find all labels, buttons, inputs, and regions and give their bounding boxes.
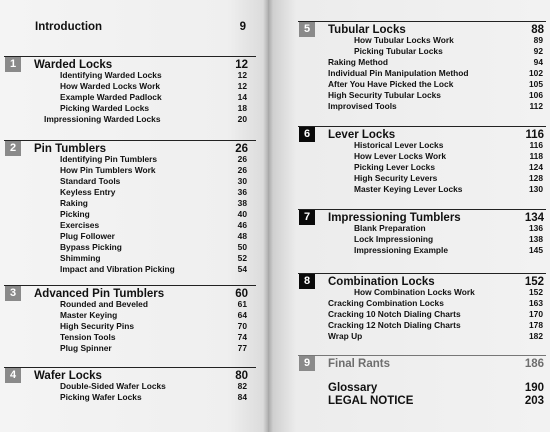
item-label: Cracking 12 Notch Dialing Charts [328,320,461,330]
chapter-number-badge: 5 [299,22,315,37]
item-label: Wrap Up [328,331,363,341]
item-page: 74 [237,332,247,342]
item-page: 94 [533,57,543,67]
item-page: 89 [533,35,543,45]
item-label: Identifying Warded Locks [60,70,162,80]
item-page: 64 [237,310,247,320]
item-page: 163 [529,298,543,308]
book-gutter-shadow [263,0,273,432]
chapter-page: 116 [525,129,544,141]
legal-notice-title: LEGAL NOTICE [328,395,414,407]
chapter-page: 12 [235,59,248,71]
item-page: 82 [237,381,247,391]
item-label: How Lever Locks Work [354,151,446,161]
item-label: After You Have Picked the Lock [328,79,454,89]
chapter-page: 186 [524,358,544,370]
chapter-rule [4,367,256,368]
chapter-page: 60 [235,288,248,300]
item-label: Identifying Pin Tumblers [60,154,158,164]
item-label: How Warded Locks Work [60,81,161,91]
item-label: Individual Pin Manipulation Method [328,68,469,78]
item-label: Rounded and Beveled [60,299,148,309]
item-page: 138 [529,234,543,244]
item-label: Standard Tools [60,176,121,186]
item-page: 50 [237,242,247,252]
chapter-title[interactable]: Final Rants [328,358,390,370]
item-label: Raking Method [328,57,389,67]
item-label: Impact and Vibration Picking [60,264,175,274]
item-page: 178 [529,320,543,330]
item-page: 38 [237,198,247,208]
item-label: Raking [60,198,88,208]
item-label: Example Warded Padlock [60,92,162,102]
item-page: 20 [237,114,247,124]
item-label: Picking Tubular Locks [354,46,443,56]
item-page: 52 [237,253,247,263]
intro-page: 9 [239,21,246,33]
item-page: 54 [237,264,247,274]
item-label: Exercises [60,220,100,230]
chapter-number-badge: 7 [299,210,315,225]
item-label: How Tubular Locks Work [354,35,454,45]
chapter-title[interactable]: Advanced Pin Tumblers [34,288,165,300]
chapter-rule [298,126,546,127]
chapter-rule [4,56,256,57]
chapter-rule [4,140,256,141]
item-label: Impressioning Example [354,245,449,255]
chapter-page: 88 [531,24,544,36]
toc-left-page [0,0,268,432]
item-page: 112 [529,101,543,111]
item-label: Master Keying [60,310,118,320]
toc-right-page [268,0,550,432]
item-page: 14 [237,92,247,102]
chapter-page: 80 [235,370,248,382]
item-page: 46 [237,220,247,230]
item-label: Cracking Combination Locks [328,298,444,308]
item-page: 36 [237,187,247,197]
chapter-page: 134 [524,212,544,224]
chapter-number-badge: 6 [299,127,315,142]
item-label: Impressioning Warded Locks [44,114,161,124]
item-label: How Combination Locks Work [354,287,475,297]
item-label: How Pin Tumblers Work [60,165,156,175]
chapter-page: 26 [235,143,248,155]
item-label: Tension Tools [60,332,116,342]
item-page: 128 [529,173,543,183]
item-page: 18 [237,103,247,113]
item-label: Picking Warded Locks [60,103,150,113]
item-label: High Security Levers [354,173,438,183]
item-page: 152 [529,287,543,297]
chapter-number-badge: 2 [5,141,21,156]
item-page: 116 [529,140,543,150]
chapter-title[interactable]: Impressioning Tumblers [328,212,461,224]
item-page: 12 [237,81,247,91]
item-page: 48 [237,231,247,241]
chapter-number-badge: 1 [5,57,21,72]
item-page: 106 [529,90,543,100]
chapter-rule [298,273,546,274]
chapter-title[interactable]: Tubular Locks [328,24,406,36]
item-page: 145 [529,245,543,255]
item-page: 26 [237,165,247,175]
chapter-title[interactable]: Warded Locks [34,59,113,71]
chapter-number-badge: 8 [299,274,315,289]
chapter-rule [298,21,546,22]
item-label: Blank Preparation [354,223,426,233]
item-label: Shimming [60,253,101,263]
glossary-page: 190 [524,382,544,394]
item-page: 61 [237,299,247,309]
item-label: Master Keying Lever Locks [354,184,463,194]
chapter-title[interactable]: Lever Locks [328,129,396,141]
item-label: Picking Lever Locks [354,162,435,172]
chapter-number-badge: 9 [299,356,315,371]
chapter-number-badge: 4 [5,368,21,383]
chapter-page: 152 [524,276,544,288]
item-page: 130 [529,184,543,194]
chapter-title[interactable]: Wafer Locks [34,370,102,382]
item-page: 182 [529,331,543,341]
item-label: Cracking 10 Notch Dialing Charts [328,309,461,319]
item-page: 92 [533,46,543,56]
item-page: 124 [529,162,543,172]
chapter-rule [298,209,546,210]
item-page: 102 [529,68,543,78]
item-page: 170 [529,309,543,319]
chapter-rule [4,285,256,286]
item-label: Picking [60,209,90,219]
chapter-rule [298,355,546,356]
chapter-number-badge: 3 [5,286,21,301]
item-label: Plug Spinner [60,343,112,353]
item-label: Plug Follower [60,231,115,241]
item-label: High Security Tubular Locks [328,90,441,100]
item-page: 84 [237,392,247,402]
item-label: High Security Pins [60,321,134,331]
intro-title: Introduction [35,21,103,33]
item-label: Improvised Tools [328,101,397,111]
legal-notice-page: 203 [524,395,544,407]
item-page: 12 [237,70,247,80]
item-label: Bypass Picking [60,242,122,252]
item-page: 30 [237,176,247,186]
item-label: Lock Impressioning [354,234,434,244]
item-page: 77 [237,343,247,353]
item-label: Picking Wafer Locks [60,392,142,402]
item-page: 105 [529,79,543,89]
item-label: Keyless Entry [60,187,116,197]
chapter-title[interactable]: Combination Locks [328,276,435,288]
item-page: 70 [237,321,247,331]
item-page: 118 [529,151,543,161]
glossary-title: Glossary [328,382,378,394]
item-page: 40 [237,209,247,219]
item-page: 136 [529,223,543,233]
item-page: 26 [237,154,247,164]
chapter-title[interactable]: Pin Tumblers [34,143,106,155]
item-label: Historical Lever Locks [354,140,444,150]
item-label: Double-Sided Wafer Locks [60,381,166,391]
